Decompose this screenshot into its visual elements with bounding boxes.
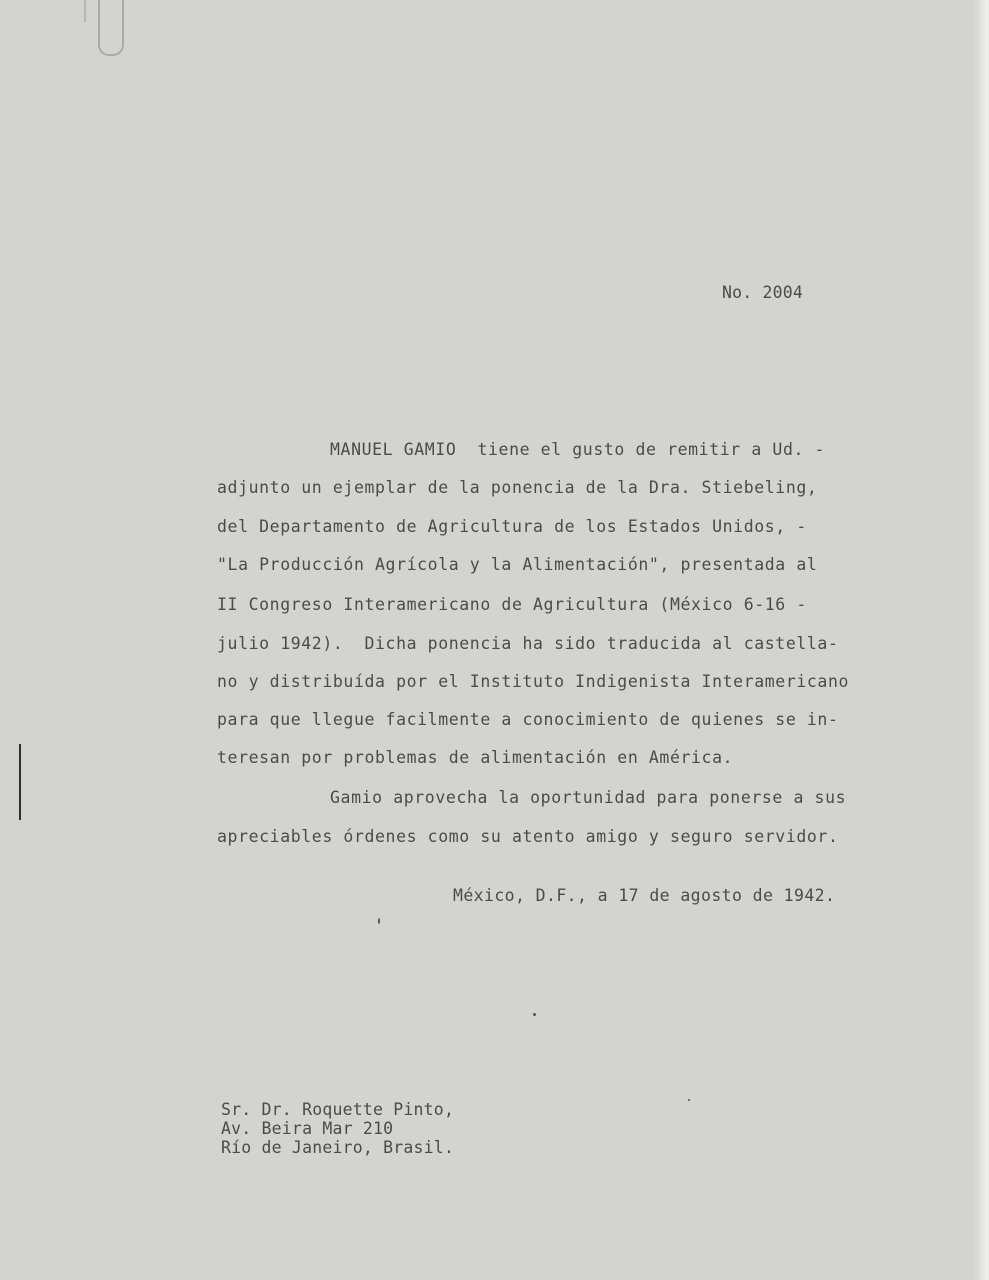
margin-mark bbox=[19, 744, 21, 820]
body-line-3: del Departamento de Agricultura de los Estados Unidos, - bbox=[217, 517, 807, 536]
address-line-2: Av. Beira Mar 210 bbox=[221, 1119, 394, 1138]
scan-speck bbox=[533, 1013, 536, 1016]
scan-speck bbox=[688, 1099, 690, 1101]
date-signoff: México, D.F., a 17 de agosto de 1942. bbox=[453, 886, 836, 905]
paperclip-mark-left bbox=[84, 0, 86, 22]
body-line-10: Gamio aprovecha la oportunidad para ponerse a sus bbox=[330, 788, 847, 807]
document-number: No. 2004 bbox=[722, 283, 804, 302]
body-line-4: "La Producción Agrícola y la Alimentación", presentada al bbox=[217, 555, 818, 574]
scan-speck bbox=[378, 918, 380, 924]
body-line-9: teresan por problemas de alimentación en América. bbox=[217, 748, 734, 767]
body-line-1: MANUEL GAMIO tiene el gusto de remitir a Ud. - bbox=[330, 440, 826, 459]
address-line-3: Río de Janeiro, Brasil. bbox=[221, 1138, 455, 1157]
body-line-8: para que llegue facilmente a conocimiento de quienes se in- bbox=[217, 710, 839, 729]
body-line-11: apreciables órdenes como su atento amigo y seguro servidor. bbox=[217, 827, 839, 846]
scan-edge bbox=[974, 0, 988, 1280]
body-line-2: adjunto un ejemplar de la ponencia de la Dra. Stiebeling, bbox=[217, 478, 818, 497]
body-line-5: II Congreso Interamericano de Agricultura (México 6-16 - bbox=[217, 595, 807, 614]
paperclip-mark bbox=[98, 0, 124, 56]
body-line-7: no y distribuída por el Instituto Indigenista Interamericano bbox=[217, 672, 850, 691]
body-line-6: julio 1942). Dicha ponencia ha sido traducida al castella- bbox=[217, 634, 839, 653]
address-line-1: Sr. Dr. Roquette Pinto, bbox=[221, 1100, 455, 1119]
